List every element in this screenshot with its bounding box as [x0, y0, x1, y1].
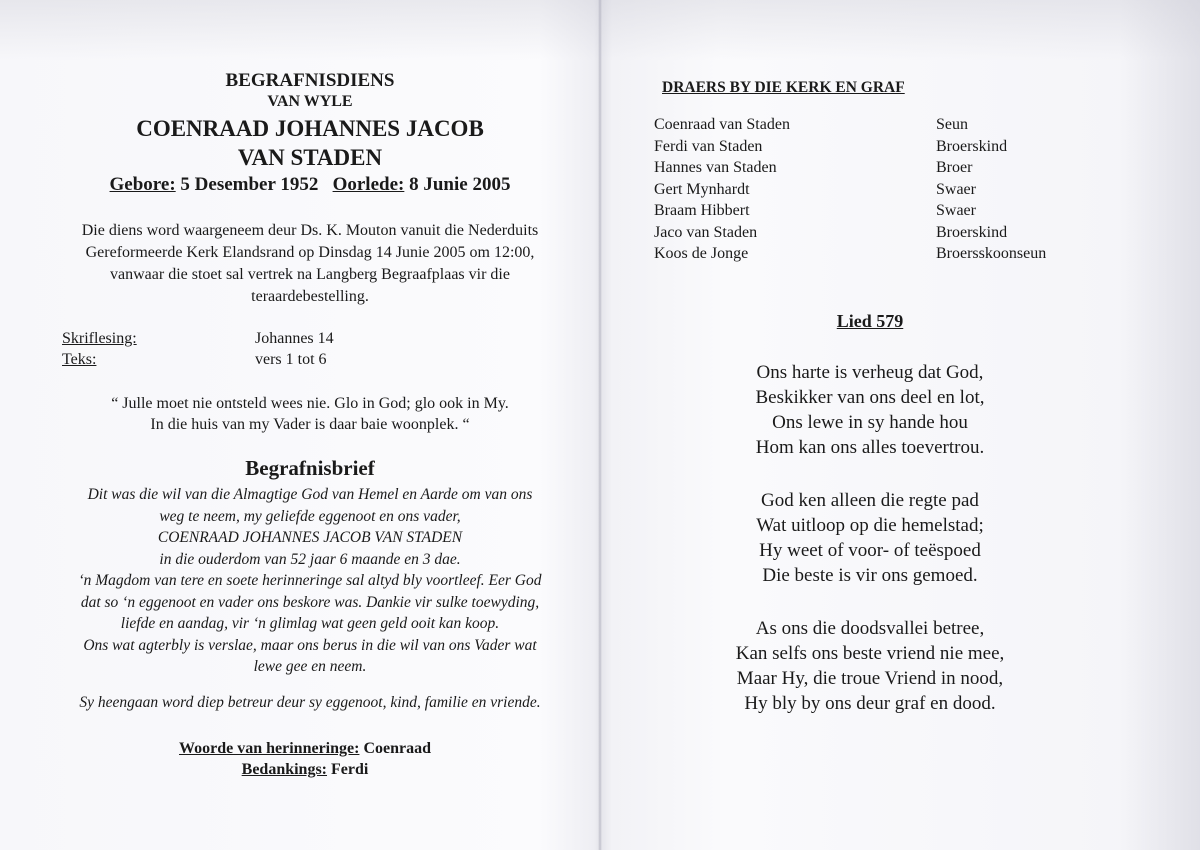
bearer-name: Ferdi van Staden [654, 137, 763, 155]
text-label: Teks: [62, 351, 97, 368]
hymn-verse [600, 616, 1140, 716]
bearer-row [654, 136, 1174, 158]
hymn-line: As ons die doodsvallei betree, [755, 618, 985, 639]
hymn-line: Wat uitloop op die hemelstad; [756, 515, 984, 536]
thanks-speaker: Ferdi [331, 761, 369, 778]
bearer-row [654, 222, 1174, 244]
bearers-title: DRAERS BY DIE KERK EN GRAF [662, 79, 905, 96]
quote-line: “ Julle moet nie ontsteld wees nie. Glo in God; glo ook in My. [111, 395, 509, 412]
brief-line: Dit was die wil van die Almagtige God van Hemel en Aarde om van ons [87, 486, 533, 503]
hymn-verse [600, 488, 1140, 588]
bearer-name: Jaco van Staden [654, 223, 758, 241]
service-line: Gereformeerde Kerk Elandsrand op Dinsdag 14 Junie 2005 om 12:00, [85, 244, 535, 261]
funeral-letter [30, 484, 590, 678]
bearer-name: Coenraad van Staden [654, 116, 790, 133]
deceased-name-line-1: COENRAAD JOHANNES JACOB [136, 116, 484, 141]
hymn-line: Hy weet of voor- of teëspoed [759, 540, 981, 561]
tributes [0, 738, 610, 780]
brief-line: lewe gee en neem. [253, 658, 367, 675]
thanks-label: Bedankings: [241, 761, 328, 778]
brief-line: COENRAAD JOHANNES JACOB VAN STADEN [157, 529, 463, 546]
service-subheading: VAN WYLE [267, 93, 353, 110]
brief-line: weg te neem, my geliefde eggenoot en ons vader, [159, 507, 461, 525]
deceased-name-line-2: VAN STADEN [237, 145, 383, 170]
text-value: vers 1 tot 6 [255, 351, 327, 368]
service-line: vanwaar die stoet sal vertrek na Langberg Begraafplaas vir die [110, 266, 510, 283]
bearer-relation: Broersskoonseun [936, 245, 1047, 262]
reading-value: Johannes 14 [255, 330, 334, 347]
scripture-reading [62, 328, 482, 370]
bearer-name: Hannes van Staden [654, 159, 777, 176]
tribute-row [0, 738, 610, 759]
bearer-relation: Broerskind [936, 137, 1008, 155]
bearer-row [654, 157, 1174, 179]
tribute-speaker: Coenraad [363, 740, 431, 757]
hymn-line: Die beste is vir ons gemoed. [762, 565, 978, 586]
bearer-relation: Seun [936, 116, 968, 133]
bearer-relation: Broerskind [936, 223, 1008, 241]
hymn-verse [600, 360, 1140, 460]
bearer-relation: Swaer [936, 202, 976, 219]
brief-line: liefde en aandag, vir ‘n glimlag wat geen geld ooit kan koop. [120, 615, 500, 632]
bearer-relation: Swaer [936, 180, 976, 198]
bearer-row [654, 114, 1174, 136]
life-dates [0, 174, 620, 196]
scripture-quote [40, 393, 580, 435]
bearer-name: Koos de Jonge [654, 245, 749, 262]
brief-line: ‘n Magdom van tere en soete herinneringe sal altyd bly voortleef. Eer God [78, 572, 542, 589]
thanks-row [0, 759, 610, 780]
born-date: 5 Desember 1952 [180, 174, 319, 195]
service-heading: BEGRAFNISDIENS [225, 70, 395, 91]
bearers-list [654, 114, 1174, 265]
died-date: 8 Junie 2005 [409, 174, 511, 195]
service-line: teraardebestelling. [251, 288, 369, 305]
quote-line: In die huis van my Vader is daar baie woonplek. “ [150, 416, 470, 433]
hymn-line: Beskikker van ons deel en lot, [755, 387, 985, 408]
brief-line: dat so ‘n eggenoot en vader ons beskore was. Dankie vir sulke toewyding, [80, 593, 540, 611]
born-label: Gebore: [109, 174, 176, 195]
bearer-relation: Broer [936, 159, 973, 176]
right-page [600, 0, 1200, 850]
bearer-name: Gert Mynhardt [654, 180, 750, 198]
reading-label: Skriflesing: [62, 330, 137, 347]
hymn-line: Ons harte is verheug dat God, [756, 362, 984, 383]
service-line: Die diens word waargeneem deur Ds. K. Mouton vanuit die Nederduits [81, 222, 539, 239]
bearer-row [654, 243, 1174, 265]
hymn-line: Kan selfs ons beste vriend nie mee, [735, 643, 1005, 664]
bearer-row [654, 179, 1174, 201]
tribute-label: Woorde van herinneringe: [179, 740, 360, 757]
brief-line: Ons wat agterbly is verslae, maar ons berus in die wil van ons Vader wat [83, 636, 537, 654]
text-row [62, 349, 482, 370]
bearer-name: Braam Hibbert [654, 202, 750, 219]
hymn-line: Maar Hy, die troue Vriend in nood, [736, 668, 1004, 689]
hymn-title: Lied 579 [836, 311, 904, 331]
mourning-line: Sy heengaan word diep betreur deur sy eggenoot, kind, familie en vriende. [79, 694, 541, 711]
hymn-line: Ons lewe in sy hande hou [772, 412, 968, 433]
brief-line: in die ouderdom van 52 jaar 6 maande en 3 dae. [159, 550, 461, 568]
hymn-lyrics [600, 360, 1140, 744]
brief-title: Begrafnisbrief [245, 456, 375, 480]
bearer-row [654, 200, 1174, 222]
died-label: Oorlede: [332, 174, 405, 195]
hymn-line: Hy bly by ons deur graf en dood. [744, 693, 996, 714]
hymn-line: God ken alleen die regte pad [761, 490, 979, 511]
hymn-line: Hom kan ons alles toevertrou. [755, 437, 985, 458]
reading-row [62, 328, 482, 349]
service-details [55, 220, 565, 308]
